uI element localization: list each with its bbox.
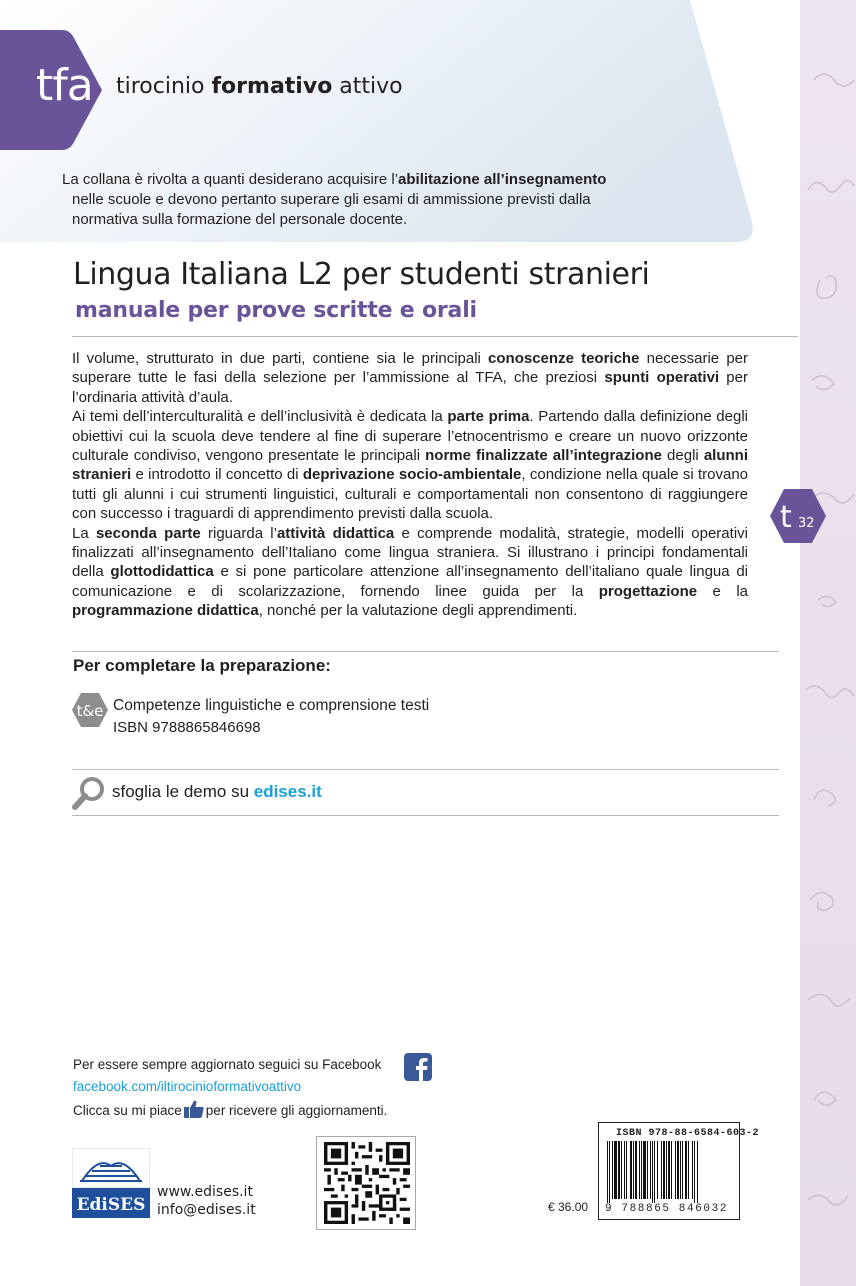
description-paragraph bbox=[72, 524, 748, 621]
demo-divider-bottom bbox=[72, 815, 779, 816]
facebook-like-text: Clicca su mi piace per ricevere gli aggiornamenti. bbox=[73, 1100, 387, 1118]
text-run: per l’ordinaria attività d’aula. bbox=[72, 369, 748, 406]
related-book-title: Competenze linguistiche e comprensione testi bbox=[113, 697, 430, 714]
facebook-icon[interactable] bbox=[404, 1053, 432, 1081]
bold-run: progettazione bbox=[598, 582, 698, 600]
text-run: e si pone particolare attenzione all’insegnamento dell’italiano quale lingua di comunicazione e di scolarizzazione, fornendo linee guida per la bbox=[72, 563, 748, 600]
series-logo-tab bbox=[0, 30, 104, 150]
barcode-bar bbox=[677, 1141, 679, 1199]
demo-line: sfoglia le demo su edises.it bbox=[112, 782, 322, 801]
text-run: necessarie per superare tutte le fasi della selezione per l’ammissione al TFA, che preziosi bbox=[72, 350, 748, 387]
barcode-bar bbox=[626, 1141, 627, 1199]
barcode-bar bbox=[675, 1141, 676, 1199]
bold-run: deprivazione socio-ambientale bbox=[302, 466, 522, 484]
price: € 36.00 bbox=[548, 1200, 589, 1214]
edises-logo bbox=[72, 1148, 150, 1218]
ean-number: 9 788865 846032 bbox=[605, 1203, 729, 1215]
barcode-bar bbox=[694, 1141, 695, 1203]
bold-run: attività didattica bbox=[276, 524, 395, 542]
facebook-url[interactable]: facebook.com/iltirocinioformativoattivo bbox=[73, 1079, 302, 1094]
barcode-bar bbox=[666, 1141, 667, 1199]
bold-run: seconda parte bbox=[95, 524, 201, 542]
decorative-sidebar bbox=[800, 0, 856, 1286]
text-run: . Partendo dalla definizione degli obiettivi cui la scuola deve tendere al fine di superare l’etnocentrismo e creare un nuovo orizzonte culturale condiviso, vengono presentate le principali bbox=[72, 408, 748, 465]
search-icon bbox=[72, 776, 106, 810]
barcode-bar bbox=[692, 1141, 693, 1199]
barcode-bar bbox=[671, 1141, 672, 1199]
barcode-bar bbox=[682, 1141, 683, 1199]
text-run: e introdotto il concetto di bbox=[131, 466, 303, 484]
bold-run: parte prima bbox=[447, 408, 530, 426]
bold-run: programmazione didattica bbox=[72, 602, 259, 620]
barcode-bars bbox=[605, 1141, 733, 1203]
badge-letter: t bbox=[780, 500, 792, 535]
barcode-bar bbox=[630, 1141, 632, 1199]
text-run: , nonché per la valutazione degli apprendimenti. bbox=[258, 602, 578, 620]
barcode-bar bbox=[635, 1141, 637, 1199]
preparation-heading: Per completare la preparazione: bbox=[73, 656, 331, 675]
qr-pattern bbox=[324, 1142, 410, 1224]
book-title: Lingua Italiana L2 per studenti stranieri bbox=[73, 257, 650, 292]
facebook-follow-text: Per essere sempre aggiornato seguici su Facebook bbox=[73, 1057, 382, 1072]
book-description bbox=[72, 349, 748, 621]
bold-run: alunni stranieri bbox=[72, 447, 748, 484]
barcode-bar bbox=[641, 1141, 642, 1199]
related-book-isbn: ISBN 9788865846698 bbox=[113, 719, 261, 736]
barcode-bar bbox=[618, 1141, 620, 1199]
barcode-bar bbox=[614, 1141, 617, 1199]
barcode-bar bbox=[697, 1141, 698, 1203]
barcode-bar bbox=[680, 1141, 681, 1199]
barcode-bar bbox=[624, 1141, 625, 1199]
book-subtitle: manuale per prove scritte e orali bbox=[75, 298, 477, 323]
barcode-bar bbox=[607, 1141, 608, 1203]
bold-run: norme finalizzate all’integrazione bbox=[425, 447, 662, 465]
barcode-bar bbox=[612, 1141, 613, 1199]
isbn-top-text: ISBN 978-88-6584-603-2 bbox=[616, 1128, 760, 1139]
barcode-bar bbox=[657, 1141, 658, 1199]
barcode-bar bbox=[639, 1141, 640, 1199]
text-run: Ai temi dell’interculturalità e dell’inclusività è dedicata la bbox=[72, 408, 448, 426]
demo-divider-top bbox=[72, 769, 779, 770]
isbn-barcode bbox=[598, 1122, 760, 1220]
series-intro: La collana è rivolta a quanti desiderano acquisire l’abilitazione all’insegnamento nelle scuole e devono pertanto superare gli esami di ammissione previsti dalla normativa sulla formazione del personale docente. bbox=[62, 171, 607, 228]
demo-link[interactable]: edises.it bbox=[253, 782, 322, 801]
bold-run: conoscenze teoriche bbox=[488, 350, 640, 367]
barcode-bar bbox=[609, 1141, 610, 1203]
barcode-bar bbox=[633, 1141, 634, 1199]
series-name: tirocinio formativo attivo bbox=[116, 74, 403, 99]
publisher-email[interactable]: info@edises.it bbox=[157, 1202, 256, 1218]
barcode-bar bbox=[643, 1141, 646, 1199]
text-run: La bbox=[72, 524, 96, 542]
bold-run: spunti operativi bbox=[604, 369, 720, 387]
logo-text: EdiSES bbox=[76, 1195, 146, 1215]
description-paragraph bbox=[72, 407, 748, 523]
barcode-bar bbox=[668, 1141, 670, 1199]
text-run: e comprende modalità, strategie, modelli operativi finalizzati all’insegnamento dell’Italiano come lingua straniera. Si illustrano i principi fondamentali della bbox=[72, 524, 748, 581]
handwriting-decoration bbox=[800, 0, 856, 1286]
te-icon-label: t&e bbox=[76, 702, 104, 720]
barcode-bar bbox=[663, 1141, 665, 1199]
bold-run: glottodidattica bbox=[110, 563, 214, 581]
text-run: e la bbox=[697, 582, 748, 600]
barcode-bar bbox=[688, 1141, 689, 1199]
section-divider bbox=[72, 651, 779, 652]
publisher-website[interactable]: www.edises.it bbox=[157, 1184, 253, 1200]
barcode-bar bbox=[661, 1141, 662, 1199]
title-divider bbox=[72, 336, 798, 337]
volume-badge bbox=[769, 487, 827, 545]
qr-code[interactable] bbox=[316, 1136, 416, 1230]
text-run: , condizione nella quale si trovano tutti gli alunni i cui strumenti linguistici, culturali e comportamentali non consentono di raggiungere con successo i traguardi di apprendimento previsti dalla scuola. bbox=[72, 466, 748, 523]
barcode-bar bbox=[650, 1141, 651, 1199]
description-paragraph bbox=[72, 349, 748, 407]
barcode-bar bbox=[647, 1141, 648, 1199]
text-run: riguarda l’ bbox=[200, 524, 277, 542]
thumbs-up-icon bbox=[184, 1100, 204, 1118]
barcode-bar bbox=[621, 1141, 622, 1199]
barcode-bar bbox=[654, 1141, 655, 1203]
badge-number: 32 bbox=[798, 516, 815, 531]
series-abbreviation: tfa bbox=[36, 60, 93, 111]
text-run: degli bbox=[661, 447, 704, 465]
te-icon bbox=[72, 692, 108, 728]
barcode-bar bbox=[685, 1141, 687, 1199]
barcode-bar bbox=[652, 1141, 653, 1203]
text-run: Il volume, strutturato in due parti, contiene sia le principali bbox=[72, 350, 489, 367]
